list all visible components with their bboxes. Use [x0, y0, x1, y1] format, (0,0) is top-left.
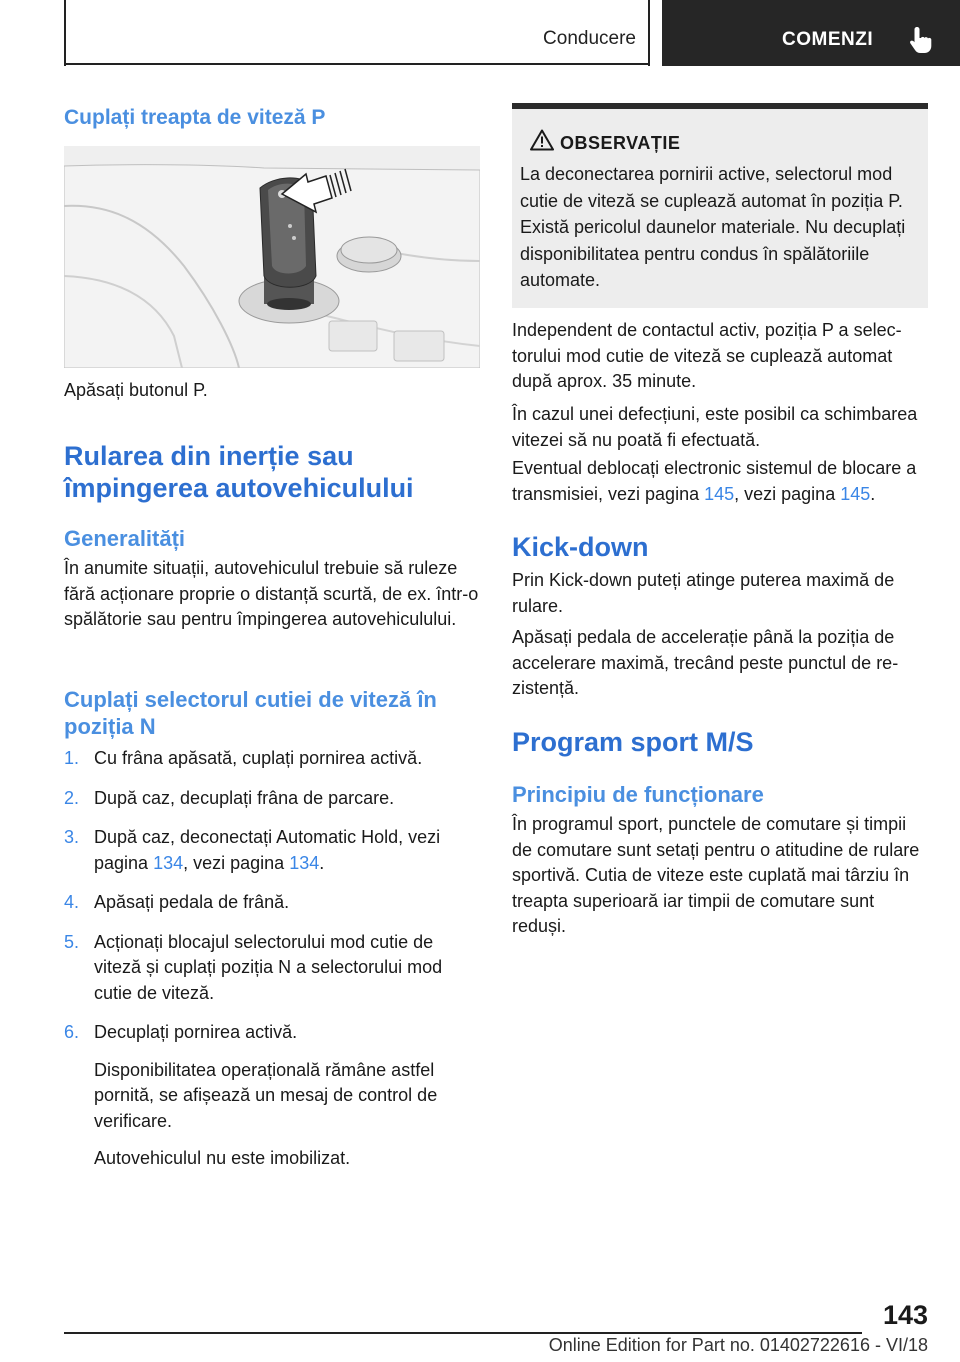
- step-number: 3.: [64, 827, 80, 847]
- heading-neutral: Cuplați selectorul cutiei de viteză în poziția N: [64, 687, 437, 739]
- paragraph-text: .: [870, 483, 876, 504]
- heading-sport-program: Program sport M/S: [512, 727, 754, 757]
- paragraph-text: Eventual deblocați electronic sistemul de blocare a transmisiei, vezi pagina: [512, 458, 917, 504]
- header-rule-left: [64, 0, 66, 66]
- paragraph-text: , vezi pagina: [734, 483, 841, 504]
- footer-rule: [64, 1332, 862, 1334]
- step-text: , vezi pagina: [183, 852, 290, 873]
- heading-coasting-line2: împingerea autovehiculului: [64, 473, 414, 503]
- heading-coasting-line1: Rularea din inerție sau: [64, 441, 354, 471]
- step-text: .: [319, 852, 325, 873]
- step-text: Apăsați pedala de frână.: [94, 892, 290, 912]
- step-number: 4.: [64, 892, 80, 912]
- step-text: Cu frâna apăsată, cuplați pornirea activă.: [94, 748, 423, 768]
- list-item: [64, 825, 480, 876]
- step-number: 1.: [64, 748, 80, 768]
- notice-box: [512, 103, 928, 308]
- step-text: După caz, deconectați Automatic Hold, vezi pagina: [94, 827, 441, 873]
- step-text: După caz, decuplați frâna de parcare.: [94, 787, 395, 808]
- hand-pointer-icon: [908, 25, 934, 55]
- header-rule-bottom: [64, 63, 648, 65]
- paragraph-kickdown: Prin Kick-down puteți atinge puterea maximă de rulare.: [512, 570, 895, 616]
- list-item: [64, 890, 480, 916]
- step6-note: Autovehiculul nu este imobilizat.: [94, 1148, 351, 1168]
- header-section-title: Conducere: [543, 28, 636, 49]
- general-paragraph: În anumite situații, autovehiculul trebuie să ruleze fără acționare proprie o distanță scurtă, de ex. într-o spălătorie sau pentru împingerea autovehiculului.: [64, 558, 479, 629]
- header-chapter-tab[interactable]: [662, 0, 960, 66]
- step-number: 6.: [64, 1022, 80, 1042]
- heading-principle: Principiu de funcționare: [512, 782, 764, 807]
- heading-engage-park: Cuplați treapta de viteză P: [64, 106, 326, 129]
- list-item: [64, 786, 480, 812]
- steps-list: [64, 746, 480, 1172]
- page-link[interactable]: 134: [289, 852, 320, 873]
- heading-kickdown: Kick-down: [512, 532, 649, 562]
- notice-text: La deconectarea pornirii active, selectorul mod cutie de viteză se cuplează automat în poziția P. Există pericolul daunelor materiale. Nu decuplați disponibilitatea pentru condus în spălătoriile automate.: [520, 164, 906, 290]
- list-item: [64, 1020, 480, 1046]
- footer-edition: Online Edition for Part no. 01402722616 - VI/18: [548, 1335, 928, 1355]
- page-link[interactable]: 145: [840, 483, 871, 504]
- notice-topbar: [512, 103, 928, 109]
- paragraph-principle: În programul sport, punctele de comutare și timpii de comutare sunt setați pentru o atitudine de rulare sportivă. Cutia de viteze este cuplată mai târziu în treapta superioară iar timpii de comutare sunt reduși.: [512, 814, 920, 936]
- step-text: Acționați blocajul selectorului mod cutie de viteză și cuplați poziția N a selectorului mod cutie de viteză.: [94, 931, 443, 1003]
- caption-press-p: Apăsați butonul P.: [64, 380, 208, 400]
- paragraph-unlock: [512, 456, 928, 507]
- step6-note: Disponibilitatea operațională rămâne astfel pornită, se afișează un mesaj de control de verificare.: [94, 1059, 438, 1131]
- step-number: 5.: [64, 931, 80, 952]
- heading-coasting: [64, 440, 480, 504]
- page-number: 143: [882, 1300, 928, 1330]
- list-item: [64, 746, 480, 772]
- list-item: [64, 930, 480, 1007]
- header-rule-tab: [648, 0, 650, 66]
- gear-selector-illustration: [64, 146, 480, 368]
- notice-title: OBSERVAȚIE: [560, 133, 681, 153]
- page-link[interactable]: 145: [704, 483, 735, 504]
- paragraph-auto-p: Independent de contactul activ, poziția P a selectorului mod cutie de viteză se cuplează automat după aprox. 35 minute.: [512, 320, 902, 391]
- step-text: Decuplați pornirea activă.: [94, 1022, 298, 1042]
- paragraph-fault: În cazul unei defecțiuni, este posibil ca schimbarea vitezei să nu poată fi efectuată.: [512, 404, 918, 450]
- step-number: 2.: [64, 787, 80, 808]
- paragraph-kickdown-press: Apăsați pedala de accelerație până la poziția de accelerare maximă, trecând peste punctul de rezistență.: [512, 627, 899, 698]
- warning-triangle-icon: [530, 129, 554, 151]
- heading-general: Generalități: [64, 526, 186, 551]
- header-chapter-label: COMENZI: [782, 29, 874, 50]
- page-link[interactable]: 134: [153, 852, 184, 873]
